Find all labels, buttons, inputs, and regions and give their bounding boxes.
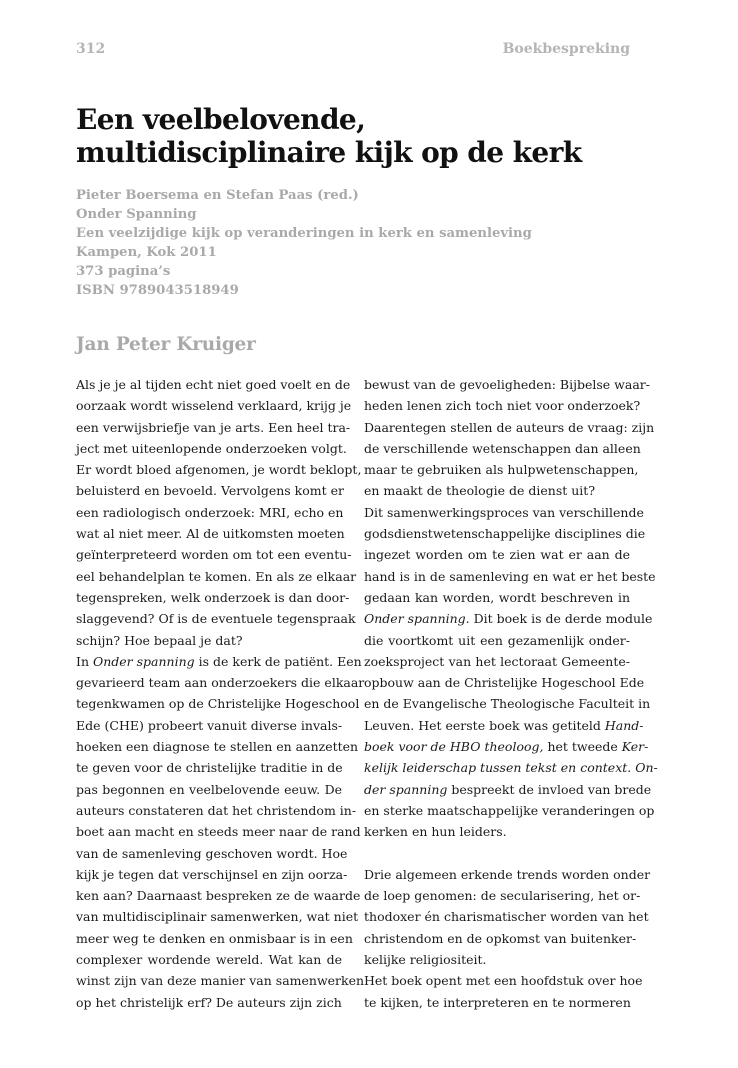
text-line: gevarieerd team aan onderzoekers die elkaar xyxy=(76,675,365,691)
text-line: hand is in de samenleving en wat er het beste xyxy=(364,568,656,584)
book-isbn: ISBN 9789043518949 xyxy=(76,283,239,298)
paragraph-gap xyxy=(364,843,630,864)
text-line: te geven voor de christelijke traditie in de xyxy=(76,760,343,776)
text-line: boet aan macht en steeds meer naar de rand xyxy=(76,824,361,840)
text-line: kerken en hun leiders. xyxy=(364,824,507,840)
text-line: In Onder spanning is de kerk de patiënt. Een xyxy=(76,653,362,669)
section-title: Boekbespreking xyxy=(502,41,630,57)
text-line: thodoxer én charismatischer worden van het xyxy=(364,909,649,925)
text-line: boek voor de HBO theoloog, het tweede Ker- xyxy=(364,739,649,755)
text-line: meer weg te denken en onmisbaar is in een xyxy=(76,930,353,946)
article-title xyxy=(76,103,676,169)
text-line: een verwijsbriefje van je arts. Een heel tra- xyxy=(76,419,351,435)
article-title-line-2: multidisciplinaire kijk op de kerk xyxy=(76,136,582,169)
text-line: kelijke religiositeit. xyxy=(364,952,487,968)
text-line: tegenspreken, welk onderzoek is dan door- xyxy=(76,589,350,605)
text-line: Dit samenwerkingsproces van verschillende xyxy=(364,504,644,520)
text-line: de verschillende wetenschappen dan alleen xyxy=(364,440,641,456)
text-line: tegenkwamen op de Christelijke Hogeschool xyxy=(76,696,360,712)
text-line: ken aan? Daarnaast bespreken ze de waarde xyxy=(76,888,361,904)
text-line: opbouw aan de Christelijke Hogeschool Ede xyxy=(364,675,645,691)
page-number: 312 xyxy=(76,41,106,57)
text-line: de loep genomen: de secularisering, het or- xyxy=(364,888,641,904)
text-line: godsdienstwetenschappelijke disciplines die xyxy=(364,526,646,542)
text-line: hoeken een diagnose te stellen en aanzetten xyxy=(76,739,359,755)
reviewer-name: Jan Peter Kruiger xyxy=(76,334,256,355)
text-line: te kijken, te interpreteren en te normeren xyxy=(364,994,631,1010)
text-line: Leuven. Het eerste boek was getiteld Hand- xyxy=(364,717,644,733)
text-line: Het boek opent met een hoofdstuk over hoe xyxy=(364,973,643,989)
text-line: ject met uiteenlopende onderzoeken volgt. xyxy=(76,440,347,456)
text-line: van multidisciplinair samenwerken, wat niet xyxy=(76,909,359,925)
text-line: winst zijn van deze manier van samenwerken xyxy=(76,973,365,989)
book-authors: Pieter Boersema en Stefan Paas (red.) xyxy=(76,188,359,203)
text-line: een radiologisch onderzoek: MRI, echo en xyxy=(76,504,344,520)
text-line: en de Evangelische Theologische Faculteit in xyxy=(364,696,651,712)
text-line: heden lenen zich toch niet voor onderzoek? xyxy=(364,398,641,414)
text-line: kijk je tegen dat verschijnsel en zijn oorza- xyxy=(76,866,348,882)
text-line: en sterke maatschappelijke veranderingen op xyxy=(364,802,655,818)
article-title-line-1: Een veelbelovende, xyxy=(76,103,366,136)
book-pages: 373 pagina’s xyxy=(76,264,171,279)
text-line: oorzaak wordt wisselend verklaard, krijg je xyxy=(76,398,352,414)
running-head xyxy=(76,41,630,57)
text-line: bewust van de gevoeligheden: Bijbelse waar- xyxy=(364,377,650,392)
text-line: christendom en de opkomst van buitenker- xyxy=(364,930,637,946)
body-column-left xyxy=(76,374,365,1013)
text-line: ingezet worden om te zien wat er aan de xyxy=(364,547,630,563)
text-line: complexer wordende wereld. Wat kan de xyxy=(76,952,342,968)
body-column-right xyxy=(364,374,658,1013)
text-line: en maakt de theologie de dienst uit? xyxy=(364,483,596,499)
text-line: Als je je al tijden echt niet goed voelt en de xyxy=(76,377,351,392)
book-subtitle: Een veelzijdige kijk op veranderingen in kerk en samenleving xyxy=(76,226,532,241)
text-line: Drie algemeen erkende trends worden onder xyxy=(364,866,651,882)
text-line: pas begonnen en veelbelovende eeuw. De xyxy=(76,781,342,797)
text-line: slaggevend? Of is de eventuele tegenspraak xyxy=(76,611,356,627)
text-line: Daarentegen stellen de auteurs de vraag: zijn xyxy=(364,419,655,435)
text-line: beluisterd en bevoeld. Vervolgens komt er xyxy=(76,483,344,499)
book-publisher: Kampen, Kok 2011 xyxy=(76,245,217,260)
text-line: zoeksproject van het lectoraat Gemeente- xyxy=(364,653,630,669)
text-line: wat al niet meer. Al de uitkomsten moeten xyxy=(76,526,345,542)
text-line: der spanning bespreekt de invloed van brede xyxy=(364,781,652,797)
text-line: eel behandelplan te komen. En als ze elkaar xyxy=(76,568,357,584)
text-line: geïnterpreteerd worden om tot een eventu- xyxy=(76,547,352,563)
text-line: op het christelijk erf? De auteurs zijn zich xyxy=(76,994,342,1010)
text-line: schijn? Hoe bepaal je dat? xyxy=(76,632,243,648)
text-line: gedaan kan worden, wordt beschreven in xyxy=(364,589,630,605)
text-line: maar te gebruiken als hulpwetenschappen, xyxy=(364,462,639,478)
text-line: kelijk leiderschap tussen tekst en context. On- xyxy=(364,760,658,776)
text-line: Onder spanning. Dit boek is de derde module xyxy=(364,611,653,627)
text-line: die voortkomt uit een gezamenlijk onder- xyxy=(364,632,630,648)
text-line: Er wordt bloed afgenomen, je wordt beklopt, xyxy=(76,462,362,478)
book-title: Onder Spanning xyxy=(76,207,197,222)
text-line: Ede (CHE) probeert vanuit diverse invals- xyxy=(76,717,343,733)
text-line: van de samenleving geschoven wordt. Hoe xyxy=(76,845,348,861)
text-line: auteurs constateren dat het christendom in- xyxy=(76,802,357,818)
book-details xyxy=(76,186,676,300)
